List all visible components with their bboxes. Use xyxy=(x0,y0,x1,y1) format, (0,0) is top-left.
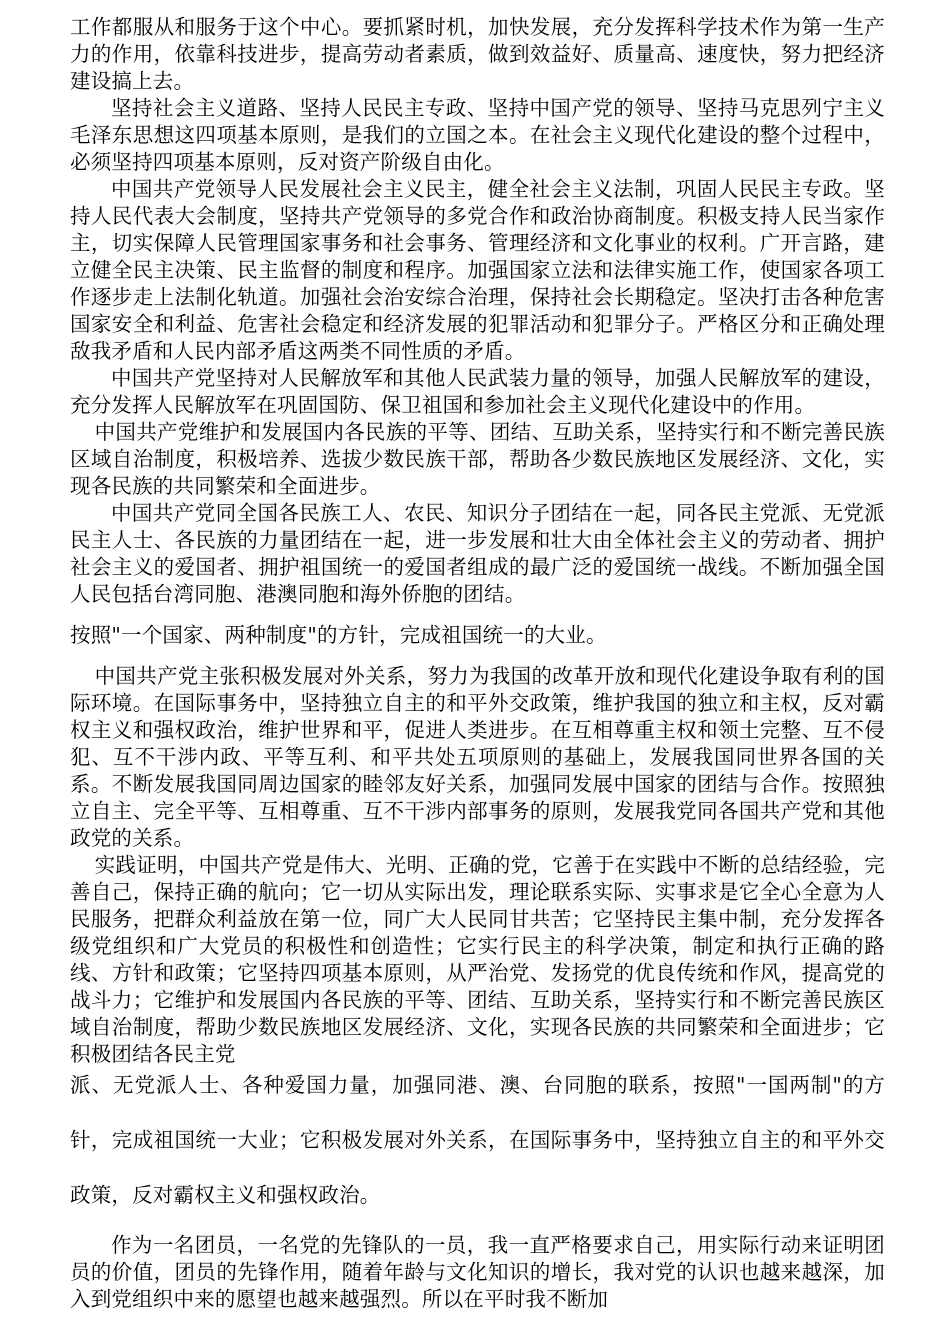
paragraph-1: 工作都服从和服务于这个中心。要抓紧时机，加快发展，充分发挥科学技术作为第一生产力的作用，依靠科技进步，提高劳动者素质，做到效益好、质量高、速度快，努力把经济建设搞上去。 xyxy=(70,15,885,93)
paragraph-2: 坚持社会主义道路、坚持人民民主专政、坚持中国产党的领导、坚持马克思列宁主义毛泽东思想这四项基本原则，是我们的立国之本。在社会主义现代化建设的整个过程中，必须坚持四项基本原则，反对资产阶级自由化。 xyxy=(70,96,885,174)
paragraph-8: 中国共产党主张积极发展对外关系，努力为我国的改革开放和现代化建设争取有利的国际环境。在国际事务中，坚持独立自主的和平外交政策，维护我国的独立和主权，反对霸权主义和强权政治，维护世界和平，促进人类进步。在互相尊重主权和领土完整、互不侵犯、互不干涉内政、平等互利、和平共处五项原则的基础上，发展我国同世界各国的关系。不断发展我国同周边国家的睦邻友好关系，加强同发展中国家的团结与合作。按照独立自主、完全平等、互相尊重、互不干涉内部事务的原则，发展我党同各国共产党和其他政党的关系。 xyxy=(70,664,885,850)
document-page xyxy=(70,14,885,1313)
paragraph-3: 中国共产党领导人民发展社会主义民主，健全社会主义法制，巩固人民民主专政。坚持人民代表大会制度，坚持共产党领导的多党合作和政治协商制度。积极支持人民当家作主，切实保障人民管理国家事务和社会事务、管理经济和文化事业的权利。广开言路，建立健全民主决策、民主监督的制度和程序。加强国家立法和法律实施工作，使国家各项工作逐步走上法制化轨道。加强社会治安综合治理，保持社会长期稳定。坚决打击各种危害国家安全和利益、危害社会稳定和经济发展的犯罪活动和犯罪分子。严格区分和正确处理敌我矛盾和人民内部矛盾这两类不同性质的矛盾。 xyxy=(70,177,885,363)
paragraph-6: 中国共产党同全国各民族工人、农民、知识分子团结在一起，同各民主党派、无党派民主人士、各民族的力量团结在一起，进一步发展和壮大由全体社会主义的劳动者、拥护社会主义的爱国者、拥护祖国统一的爱国者组成的最广泛的爱国统一战线。不断加强全国人民包括台湾同胞、港澳同胞和海外侨胞的团结。 xyxy=(70,501,885,606)
paragraph-10: 作为一名团员，一名党的先锋队的一员，我一直严格要求自己，用实际行动来证明团员的价值，团员的先锋作用，随着年龄与文化知识的增长，我对党的认识也越来越深，加入到党组织中来的愿望也越来越强烈。所以在平时我不断加 xyxy=(70,1233,885,1311)
paragraph-7: 按照"一个国家、两种制度"的方针，完成祖国统一的大业。 xyxy=(70,623,607,647)
paragraph-9-continued: 派、无党派人士、各种爱国力量，加强同港、澳、台同胞的联系，按照"一国两制"的方针，完成祖国统一大业；它积极发展对外关系，在国际事务中，坚持独立自主的和平外交政策，反对霸权主义和强权政治。 xyxy=(70,1073,885,1207)
paragraph-5: 中国共产党维护和发展国内各民族的平等、团结、互助关系，坚持实行和不断完善民族区域自治制度，积极培养、选拔少数民族干部，帮助各少数民族地区发展经济、文化，实现各民族的共同繁荣和全面进步。 xyxy=(70,420,885,498)
paragraph-9: 实践证明，中国共产党是伟大、光明、正确的党，它善于在实践中不断的总结经验，完善自己，保持正确的航向；它一切从实际出发，理论联系实际、实事求是它全心全意为人民服务，把群众利益放在第一位，同广大人民同甘共苦；它坚持民主集中制，充分发挥各级党组织和广大党员的积极性和创造性；它实行民主的科学决策，制定和执行正确的路线、方针和政策；它坚持四项基本原则，从严治党、发扬党的优良传统和作风，提高党的战斗力；它维护和发展国内各民族的平等、团结、互助关系，坚持实行和不断完善民族区域自治制度，帮助少数民族地区发展经济、文化，实现各民族的共同繁荣和全面进步；它积极团结各民主党 xyxy=(70,853,885,1066)
paragraph-4: 中国共产党坚持对人民解放军和其他人民武装力量的领导，加强人民解放军的建设，充分发挥人民解放军在巩固国防、保卫祖国和参加社会主义现代化建设中的作用。 xyxy=(70,366,885,417)
